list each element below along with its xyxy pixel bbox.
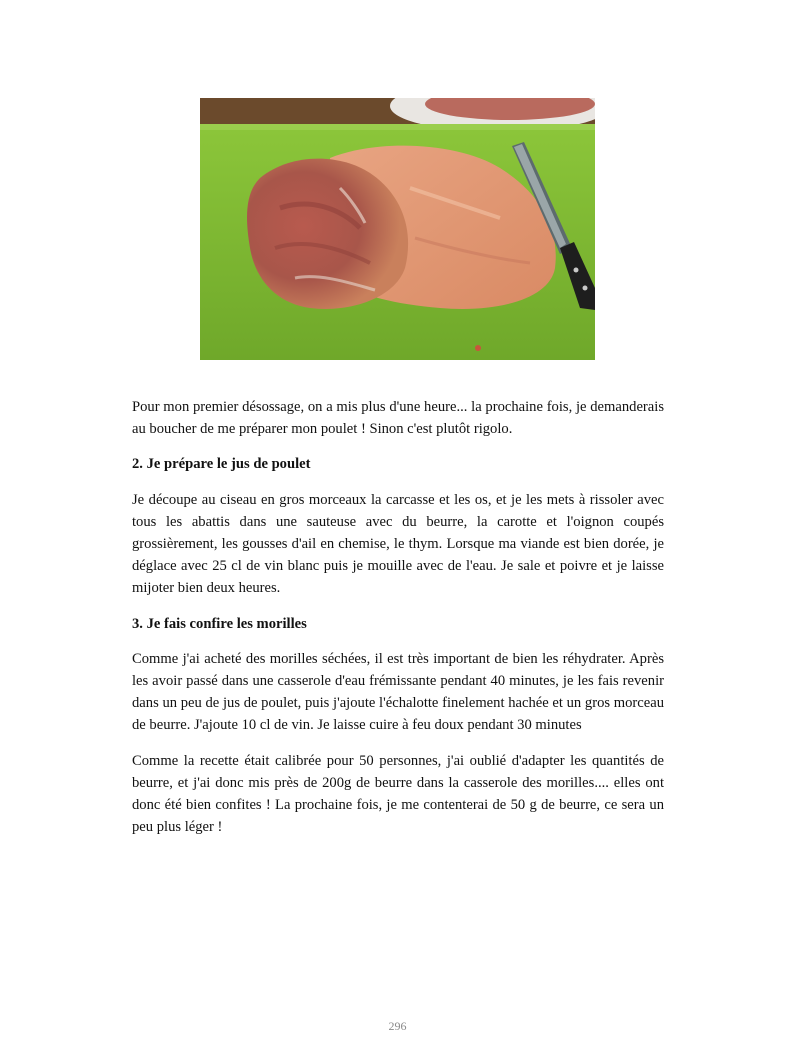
article-body — [132, 396, 664, 851]
page-number: 296 — [388, 1019, 407, 1033]
deboned-chicken-photo — [200, 98, 595, 360]
jus-paragraph: Je découpe au ciseau en gros morceaux la carcasse et les os, et je les mets à rissoler avec tous les abattis dans une sauteuse avec du beurre, la carotte et l'oignon coupés grossièrement, les gousses d'ail en chemise, le thym. Lorsque ma viande est bien dorée, je déglace avec 25 cl de vin blanc puis je mouille avec de l'eau. Je sale et poivre et je laisse mijoter bien deux heures. — [132, 491, 664, 597]
section-heading-jus: 2. Je prépare le jus de poulet — [132, 456, 311, 473]
section-heading-morilles: 3. Je fais confire les morilles — [132, 615, 307, 632]
butter-note-paragraph: Comme la recette était calibrée pour 50 personnes, j'ai oublié d'adapter les quantités de beurre, et j'ai donc mis près de 200g de beurre dans la casserole des morilles.... elles ont donc été bien confites ! La prochaine fois, je me contenterai de 50 g de beurre, ce sera un peu plus léger ! — [132, 752, 664, 836]
intro-paragraph: Pour mon premier désossage, on a mis plus d'une heure... la prochaine fois, je demanderais au boucher de me préparer mon poulet ! Sinon c'est plutôt rigolo. — [132, 399, 664, 438]
morilles-paragraph: Comme j'ai acheté des morilles séchées, il est très important de bien les réhydrater. Après les avoir passé dans une casserole d'eau frémissante pendant 40 minutes, je les fais revenir dans un peu de jus de poulet, puis j'ajoute l'échalotte finelement hachée et un gros morceau de beurre. J'ajoute 10 cl de vin. Je laisse cuire à feu doux pendant 30 minutes — [132, 650, 664, 734]
